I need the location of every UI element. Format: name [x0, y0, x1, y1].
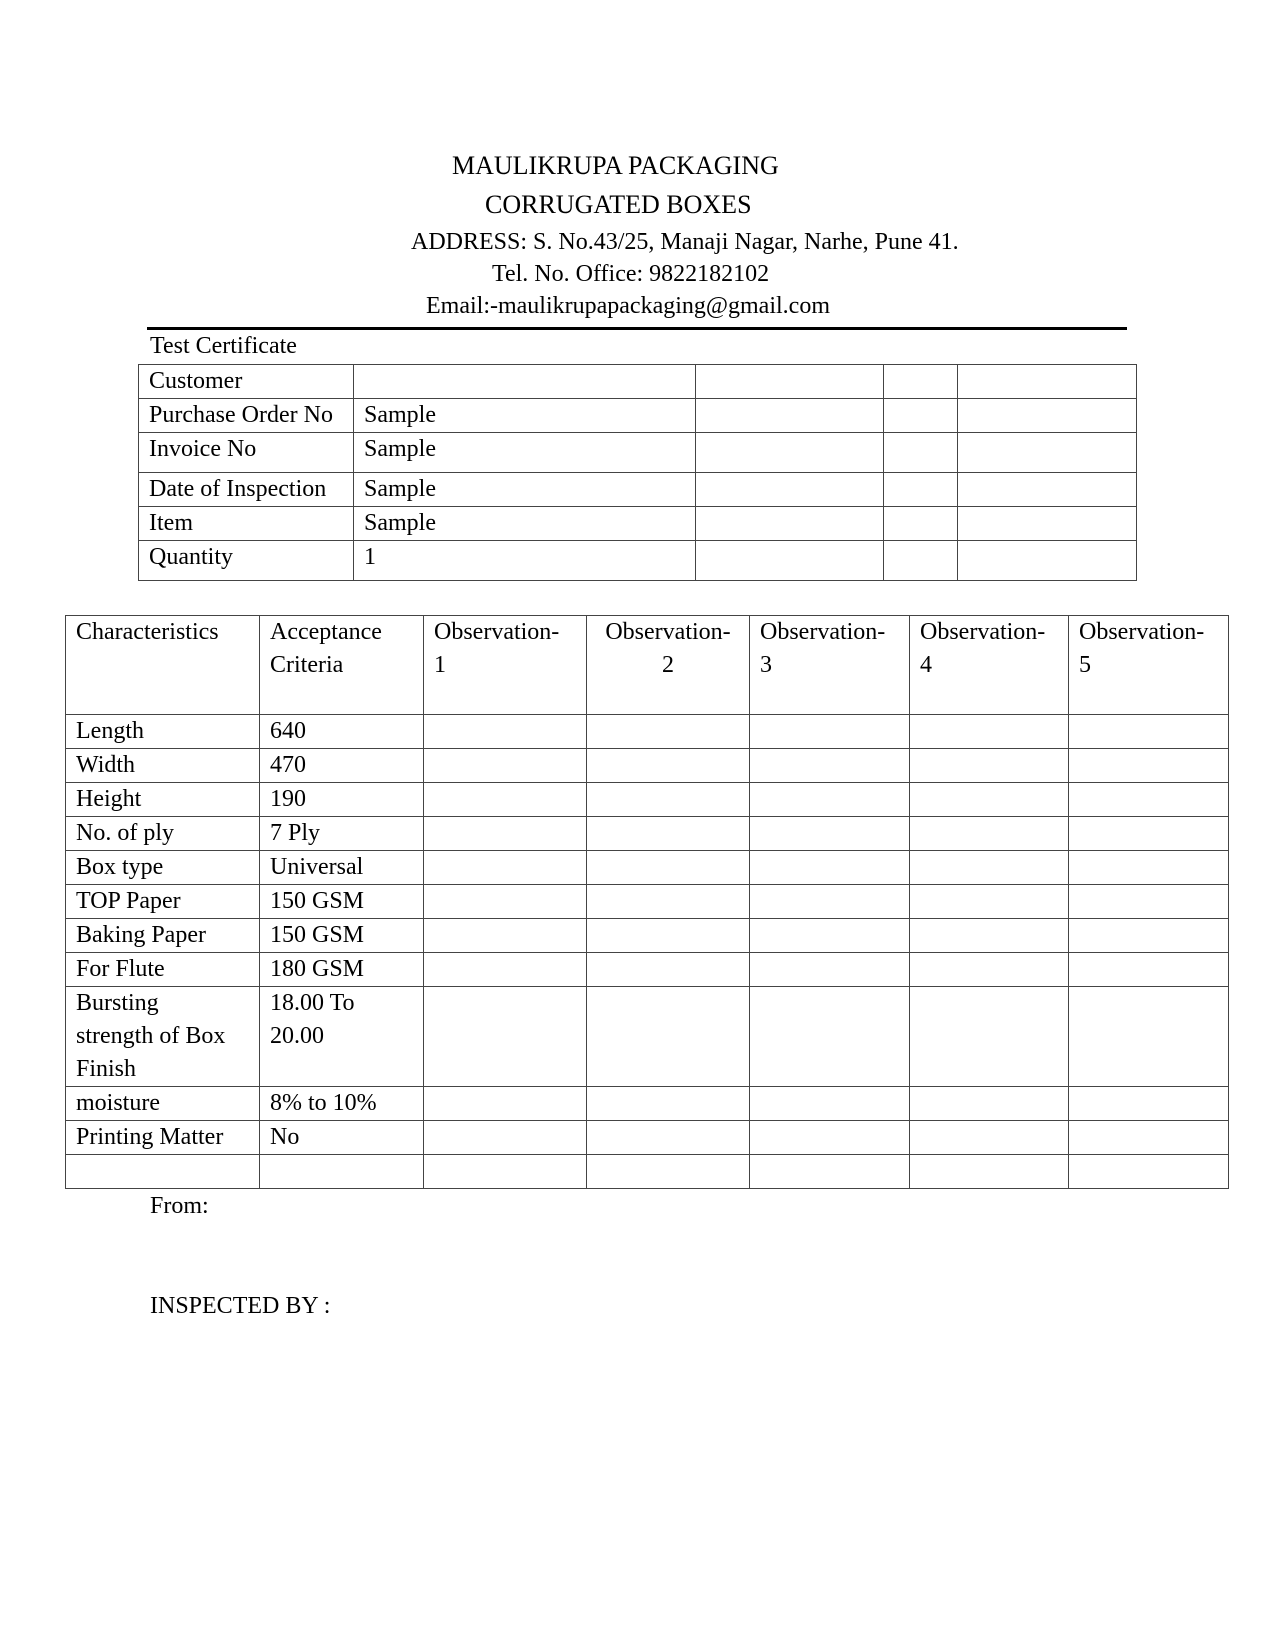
observation-cell	[750, 715, 910, 749]
observation-cell	[587, 1155, 750, 1189]
spec-row-blank	[66, 1155, 1229, 1189]
info-row-item	[139, 507, 1137, 541]
observation-cell	[910, 749, 1069, 783]
info-blank-cell	[884, 473, 958, 507]
criteria-cell	[260, 987, 424, 1087]
characteristic-cell: Height	[66, 783, 260, 817]
characteristic-cell	[66, 987, 260, 1087]
header-observation-4	[910, 616, 1069, 715]
info-blank-cell	[884, 507, 958, 541]
info-value: Sample	[354, 399, 696, 433]
characteristic-cell: Box type	[66, 851, 260, 885]
info-blank-cell	[884, 399, 958, 433]
info-row-purchase-order	[139, 399, 1137, 433]
criteria-cell: 7 Ply	[260, 817, 424, 851]
observation-cell	[910, 885, 1069, 919]
spec-row-width	[66, 749, 1229, 783]
header-text: Observation-	[920, 619, 1046, 645]
observation-cell	[1069, 851, 1229, 885]
info-blank-cell	[696, 507, 884, 541]
info-blank-cell	[696, 541, 884, 581]
spec-row-printing-matter	[66, 1121, 1229, 1155]
characteristic-text: Finish	[76, 1056, 137, 1082]
header-text: Criteria	[270, 652, 344, 678]
observation-cell	[424, 1121, 587, 1155]
info-value: Sample	[354, 473, 696, 507]
info-blank-cell	[696, 433, 884, 473]
observation-cell	[587, 715, 750, 749]
info-blank-cell	[958, 399, 1137, 433]
header-text: 1	[434, 652, 446, 678]
header-acceptance-criteria	[260, 616, 424, 715]
spec-row-flute	[66, 953, 1229, 987]
info-blank-cell	[696, 473, 884, 507]
observation-cell	[424, 919, 587, 953]
observation-cell	[424, 1155, 587, 1189]
header-text: 3	[760, 652, 772, 678]
info-table	[138, 364, 1137, 581]
characteristic-cell: TOP Paper	[66, 885, 260, 919]
info-blank-cell	[958, 433, 1137, 473]
info-row-date-of-inspection	[139, 473, 1137, 507]
info-row-customer	[139, 365, 1137, 399]
spec-row-top-paper	[66, 885, 1229, 919]
header-observation-5	[1069, 616, 1229, 715]
company-phone: Tel. No. Office: 9822182102	[492, 261, 770, 287]
observation-cell	[587, 1087, 750, 1121]
observation-cell	[424, 885, 587, 919]
observation-cell	[910, 1087, 1069, 1121]
observation-cell	[750, 1155, 910, 1189]
observation-cell	[910, 817, 1069, 851]
observation-cell	[750, 1121, 910, 1155]
info-label: Invoice No	[139, 433, 354, 473]
header-observation-3	[750, 616, 910, 715]
observation-cell	[587, 885, 750, 919]
characteristic-cell: Baking Paper	[66, 919, 260, 953]
company-email: Email:-maulikrupapackaging@gmail.com	[426, 293, 830, 319]
observation-cell	[750, 1087, 910, 1121]
observation-cell	[424, 715, 587, 749]
observation-cell	[750, 885, 910, 919]
observation-cell	[587, 749, 750, 783]
observation-cell	[587, 953, 750, 987]
info-label: Item	[139, 507, 354, 541]
header-text: Acceptance	[270, 619, 382, 645]
observation-cell	[1069, 749, 1229, 783]
observation-cell	[587, 987, 750, 1087]
header-text: Observation-	[434, 619, 560, 645]
criteria-text: 18.00 To	[270, 990, 355, 1016]
info-value	[354, 365, 696, 399]
observation-cell	[587, 783, 750, 817]
observation-cell	[910, 919, 1069, 953]
spec-row-height	[66, 783, 1229, 817]
observation-cell	[910, 953, 1069, 987]
characteristic-text: Bursting	[76, 990, 159, 1016]
observation-cell	[1069, 1121, 1229, 1155]
criteria-cell: Universal	[260, 851, 424, 885]
spec-row-ply	[66, 817, 1229, 851]
observation-cell	[1069, 919, 1229, 953]
observation-cell	[910, 715, 1069, 749]
header-observation-2	[587, 616, 750, 715]
criteria-cell: 150 GSM	[260, 885, 424, 919]
observation-cell	[750, 749, 910, 783]
info-label: Date of Inspection	[139, 473, 354, 507]
observation-cell	[1069, 715, 1229, 749]
criteria-cell: No	[260, 1121, 424, 1155]
characteristic-cell	[66, 1155, 260, 1189]
info-label: Purchase Order No	[139, 399, 354, 433]
spec-row-moisture	[66, 1087, 1229, 1121]
info-blank-cell	[696, 399, 884, 433]
info-blank-cell	[696, 365, 884, 399]
criteria-cell: 8% to 10%	[260, 1087, 424, 1121]
info-value: 1	[354, 541, 696, 581]
spec-row-box-type	[66, 851, 1229, 885]
inspected-by-label: INSPECTED BY :	[150, 1293, 331, 1319]
observation-cell	[424, 749, 587, 783]
spec-row-bursting-strength	[66, 987, 1229, 1087]
criteria-cell: 470	[260, 749, 424, 783]
header-text: 4	[920, 652, 932, 678]
info-blank-cell	[958, 473, 1137, 507]
spec-table	[65, 615, 1229, 1189]
observation-cell	[424, 817, 587, 851]
info-label: Quantity	[139, 541, 354, 581]
observation-cell	[424, 1087, 587, 1121]
info-blank-cell	[958, 541, 1137, 581]
characteristic-text: strength of Box	[76, 1023, 226, 1049]
observation-cell	[910, 851, 1069, 885]
observation-cell	[750, 851, 910, 885]
observation-cell	[587, 817, 750, 851]
company-address: ADDRESS: S. No.43/25, Manaji Nagar, Narhe, Pune 41.	[411, 229, 959, 255]
info-blank-cell	[884, 541, 958, 581]
header-divider	[147, 327, 1127, 330]
characteristic-cell: moisture	[66, 1087, 260, 1121]
characteristic-cell: No. of ply	[66, 817, 260, 851]
observation-cell	[910, 1121, 1069, 1155]
product-line: CORRUGATED BOXES	[485, 190, 752, 219]
header-text: 5	[1079, 652, 1091, 678]
observation-cell	[750, 953, 910, 987]
info-row-quantity	[139, 541, 1137, 581]
observation-cell	[587, 919, 750, 953]
info-blank-cell	[958, 507, 1137, 541]
characteristic-cell: For Flute	[66, 953, 260, 987]
observation-cell	[750, 783, 910, 817]
observation-cell	[1069, 953, 1229, 987]
criteria-cell: 150 GSM	[260, 919, 424, 953]
header-text: Observation-	[1079, 619, 1205, 645]
header-text: Observation-	[760, 619, 886, 645]
observation-cell	[750, 919, 910, 953]
header-text: Observation-	[605, 619, 731, 645]
observation-cell	[1069, 1155, 1229, 1189]
observation-cell	[1069, 1087, 1229, 1121]
info-value: Sample	[354, 507, 696, 541]
info-label: Customer	[139, 365, 354, 399]
criteria-cell: 190	[260, 783, 424, 817]
observation-cell	[1069, 885, 1229, 919]
criteria-cell: 180 GSM	[260, 953, 424, 987]
criteria-text: 20.00	[270, 1023, 324, 1049]
characteristic-cell: Length	[66, 715, 260, 749]
observation-cell	[424, 987, 587, 1087]
observation-cell	[587, 1121, 750, 1155]
observation-cell	[424, 851, 587, 885]
info-value: Sample	[354, 433, 696, 473]
observation-cell	[424, 783, 587, 817]
observation-cell	[587, 851, 750, 885]
observation-cell	[1069, 987, 1229, 1087]
observation-cell	[750, 987, 910, 1087]
header-text: 2	[662, 652, 674, 678]
observation-cell	[424, 953, 587, 987]
company-name: MAULIKRUPA PACKAGING	[452, 151, 779, 180]
observation-cell	[1069, 817, 1229, 851]
characteristic-cell: Printing Matter	[66, 1121, 260, 1155]
observation-cell	[750, 817, 910, 851]
from-label: From:	[150, 1193, 209, 1219]
info-blank-cell	[958, 365, 1137, 399]
spec-header-row	[66, 616, 1229, 715]
observation-cell	[910, 1155, 1069, 1189]
observation-cell	[910, 783, 1069, 817]
header-observation-1	[424, 616, 587, 715]
criteria-cell	[260, 1155, 424, 1189]
info-row-invoice	[139, 433, 1137, 473]
info-blank-cell	[884, 433, 958, 473]
info-blank-cell	[884, 365, 958, 399]
certificate-title: Test Certificate	[150, 333, 297, 359]
header-characteristics: Characteristics	[66, 616, 260, 715]
spec-row-length	[66, 715, 1229, 749]
characteristic-cell: Width	[66, 749, 260, 783]
criteria-cell: 640	[260, 715, 424, 749]
observation-cell	[1069, 783, 1229, 817]
spec-row-baking-paper	[66, 919, 1229, 953]
observation-cell	[910, 987, 1069, 1087]
